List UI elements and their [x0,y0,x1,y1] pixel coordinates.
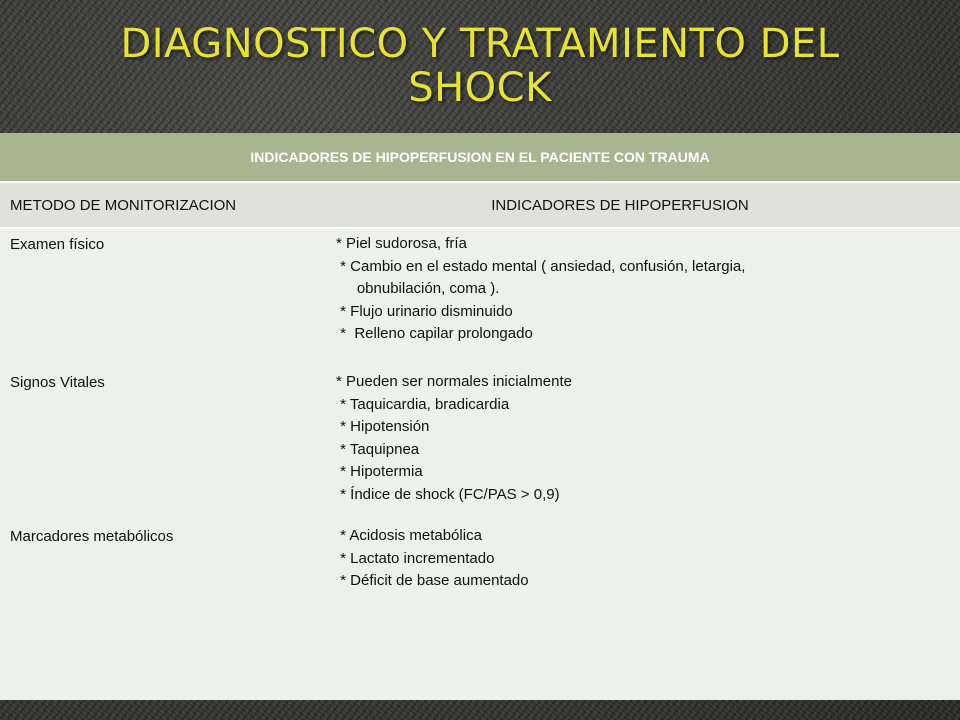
indicator-item: * Acidosis metabólica [336,527,482,544]
row-method-signos-vitales: Signos Vitales [10,374,105,391]
indicator-item: obnubilación, coma ). [336,280,500,297]
row-indicators-signos-vitales [336,371,572,506]
slide-title-line-1: DIAGNOSTICO Y TRATAMIENTO DEL [120,21,840,67]
hypoperfusion-table [0,133,960,698]
indicator-item: * Hipotermia [336,463,423,480]
column-header-indicators: INDICADORES DE HIPOPERFUSION [491,196,749,214]
indicator-item: * Déficit de base aumentado [336,572,529,589]
indicator-item: * Cambio en el estado mental ( ansiedad, confusión, letargia, [336,257,746,275]
indicator-item: * Relleno capilar prolongado [336,325,533,342]
row-method-marcadores-metabolicos: Marcadores metabólicos [10,528,174,545]
column-header-row [0,183,960,229]
column-header-method: METODO DE MONITORIZACION [10,196,237,214]
indicator-item: * Piel sudorosa, fría [336,235,467,252]
slide-title-line-2: SHOCK [408,65,552,111]
table-body [0,229,960,700]
slide-title [0,22,960,110]
row-indicators-examen-fisico [336,233,745,346]
indicator-item: * Taquipnea [336,440,420,458]
indicator-item: * Flujo urinario disminuido [336,302,513,320]
table-header: INDICADORES DE HIPOPERFUSION EN EL PACIENTE CON TRAUMA [0,133,960,183]
indicator-item: * Lactato incrementado [336,549,495,567]
indicator-item: * Pueden ser normales inicialmente [336,373,572,390]
indicator-item: * Hipotensión [336,418,430,435]
indicator-item: * Índice de shock (FC/PAS > 0,9) [336,485,560,503]
row-indicators-marcadores-metabolicos [336,525,529,593]
row-method-examen-fisico: Examen físico [10,236,105,253]
indicator-item: * Taquicardia, bradicardia [336,395,510,413]
